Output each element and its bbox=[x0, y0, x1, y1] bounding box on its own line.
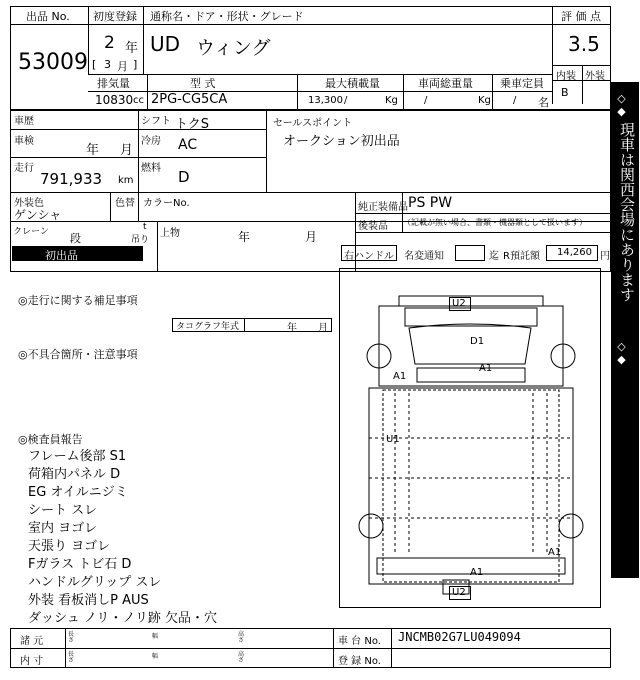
banner-top-icons: ◇◆ bbox=[615, 92, 628, 118]
reg-month-close: ] bbox=[133, 58, 138, 71]
fuel: D bbox=[178, 168, 190, 186]
tax-label: 迄 bbox=[489, 251, 499, 262]
gvw-label: 車両総重量 bbox=[418, 77, 473, 90]
banner-bottom-icons: ◇◆ bbox=[615, 340, 628, 366]
inner-height: 高さ bbox=[238, 651, 245, 664]
crane-dan: 段 bbox=[70, 232, 81, 245]
dims-label: 諸 元 bbox=[20, 636, 44, 647]
exterior-label: 外装 bbox=[585, 71, 605, 82]
score-label: 評 価 点 bbox=[561, 10, 601, 23]
front-bumper-mark: U2 bbox=[452, 298, 466, 309]
tacho-label: タコグラフ年式 bbox=[176, 322, 240, 332]
reg-year-unit: 年 bbox=[125, 41, 139, 56]
name-change-label: 名変通知 bbox=[404, 251, 444, 262]
inspector-item: シート スレ bbox=[28, 503, 98, 518]
inspector-item: 荷箱内パネル D bbox=[28, 467, 121, 482]
inspector-item: Fガラス トビ石 D bbox=[28, 557, 132, 572]
chassis-label: 車 台 No. bbox=[338, 636, 381, 647]
crane-tsuri: 吊り bbox=[131, 235, 150, 245]
dims-height: 高さ bbox=[238, 631, 245, 644]
dims-width: 幅 bbox=[152, 633, 159, 640]
fuel-label: 燃料 bbox=[141, 163, 161, 174]
inspector-label: ◎検査員報告 bbox=[18, 433, 83, 446]
windshield-mark: D1 bbox=[470, 336, 485, 347]
crane-label: クレーン bbox=[13, 227, 49, 237]
inspector-item: ダッシュ ノリ・ノリ跡 欠品・穴 bbox=[28, 611, 217, 626]
rear-bumper-mark: U2 bbox=[452, 587, 466, 598]
inspector-item: EG オイルニジミ bbox=[28, 485, 128, 500]
make: UD bbox=[150, 32, 181, 56]
inspector-item: フレーム後部 S1 bbox=[28, 449, 127, 464]
name-label: 通称名・ドア・形状・グレード bbox=[150, 10, 304, 23]
color-no-label: カラーNo. bbox=[143, 198, 190, 209]
max-load-sep: / bbox=[344, 95, 348, 106]
lot-no: 53009 bbox=[18, 50, 88, 75]
driving-notes-label: ◎走行に関する補足事項 bbox=[18, 294, 138, 307]
genuine: PS PW bbox=[408, 195, 453, 211]
history-label: 車歴 bbox=[14, 116, 34, 127]
inner-width: 幅 bbox=[152, 653, 159, 660]
model-label: 型 式 bbox=[190, 77, 216, 90]
sales-point-label: セールスポイント bbox=[273, 118, 353, 129]
score: 3.5 bbox=[568, 32, 600, 56]
kg-unit-1: Kg bbox=[385, 95, 398, 106]
chassis-no: JNCMB02G7LU049094 bbox=[398, 630, 521, 644]
lot-no-label: 出品 No. bbox=[26, 10, 70, 23]
left-mirror-mark: A1 bbox=[393, 371, 407, 382]
capacity-unit: 名 bbox=[538, 96, 549, 109]
inspector-item: 室内 ヨゴレ bbox=[28, 521, 98, 536]
upper-label: 上物 bbox=[160, 228, 180, 239]
interior-label: 内装 bbox=[556, 71, 576, 82]
model-name: ウィング bbox=[196, 37, 271, 59]
kg-unit-2: Kg bbox=[478, 95, 491, 106]
yen-unit: 円 bbox=[600, 251, 610, 262]
defects-label: ◎不具合箇所・注意事項 bbox=[18, 348, 138, 361]
inspector-item: ハンドルグリップ スレ bbox=[28, 575, 162, 590]
reg-label: 登 録 No. bbox=[338, 656, 381, 667]
recycle-label: R預託額 bbox=[503, 251, 540, 262]
shift-label: シフト bbox=[141, 116, 171, 127]
capacity-label: 乗車定員 bbox=[500, 77, 544, 90]
sales-point: オークション初出品 bbox=[283, 134, 400, 149]
first-listing: 初出品 bbox=[45, 249, 78, 262]
dims-length: 長さ bbox=[68, 631, 75, 644]
recycle-amount: 14,260 bbox=[557, 247, 592, 258]
right-rear-mark: A1 bbox=[548, 547, 562, 558]
max-load: 13,300 bbox=[308, 95, 343, 106]
inspection-month-unit: 月 bbox=[120, 143, 134, 158]
displacement: 10830 bbox=[95, 93, 134, 107]
color-change-label: 色替 bbox=[115, 198, 135, 209]
mileage-label: 走行 bbox=[14, 163, 34, 174]
rhd: 右ハンドル bbox=[344, 251, 394, 262]
km-unit: km bbox=[118, 175, 134, 186]
genuine-label: 純正装備品 bbox=[358, 202, 408, 213]
first-reg-label: 初度登録 bbox=[93, 10, 137, 23]
ext-color: ゲンシャ bbox=[14, 208, 62, 222]
ac-label: 冷房 bbox=[141, 136, 161, 147]
banner-text: 現車は関西会場にあります bbox=[618, 122, 636, 302]
inspector-item: 外装 看板消しP AUS bbox=[28, 593, 149, 608]
tacho-month: 月 bbox=[318, 323, 328, 334]
inspector-item: 天張り ヨゴレ bbox=[28, 539, 111, 554]
reg-month-unit: 月 bbox=[117, 60, 128, 73]
upper-month: 月 bbox=[305, 230, 318, 244]
shift: トクS bbox=[175, 117, 209, 132]
inspection-year-unit: 年 bbox=[86, 143, 100, 158]
interior-grade: B bbox=[561, 86, 569, 99]
cc-unit: cc bbox=[133, 95, 144, 106]
rear-panel-mark: A1 bbox=[470, 567, 484, 578]
reg-month: 3 bbox=[104, 58, 111, 71]
inner-label: 内 寸 bbox=[20, 656, 44, 667]
capacity-sep: / bbox=[513, 95, 517, 106]
displacement-label: 排気量 bbox=[97, 77, 130, 90]
inner-length: 長さ bbox=[68, 651, 75, 664]
inspection-label: 車検 bbox=[14, 136, 34, 147]
body-side-mark: U1 bbox=[386, 434, 400, 445]
cab-top-mark: A1 bbox=[479, 363, 493, 374]
truck-outline bbox=[339, 268, 601, 608]
gvw-sep: / bbox=[424, 95, 428, 106]
reg-month-open: [ bbox=[92, 58, 97, 71]
crane-ton: t bbox=[143, 222, 147, 232]
ext-color-label: 外装色 bbox=[14, 198, 44, 209]
mileage: 791,933 bbox=[40, 170, 103, 188]
reg-year: 2 bbox=[104, 33, 115, 53]
aftermarket-label: 後装品 bbox=[358, 221, 388, 232]
inspector-items bbox=[28, 445, 217, 625]
max-load-label: 最大積載量 bbox=[325, 77, 380, 90]
model-code: 2PG-CG5CA bbox=[151, 92, 228, 107]
name-change-box bbox=[455, 245, 485, 261]
tacho-year: 年 bbox=[287, 323, 297, 334]
aftermarket-note: （記載が無い場合、書類・機器類として扱います） bbox=[403, 218, 587, 227]
ac: AC bbox=[178, 137, 198, 153]
upper-year: 年 bbox=[238, 230, 251, 244]
